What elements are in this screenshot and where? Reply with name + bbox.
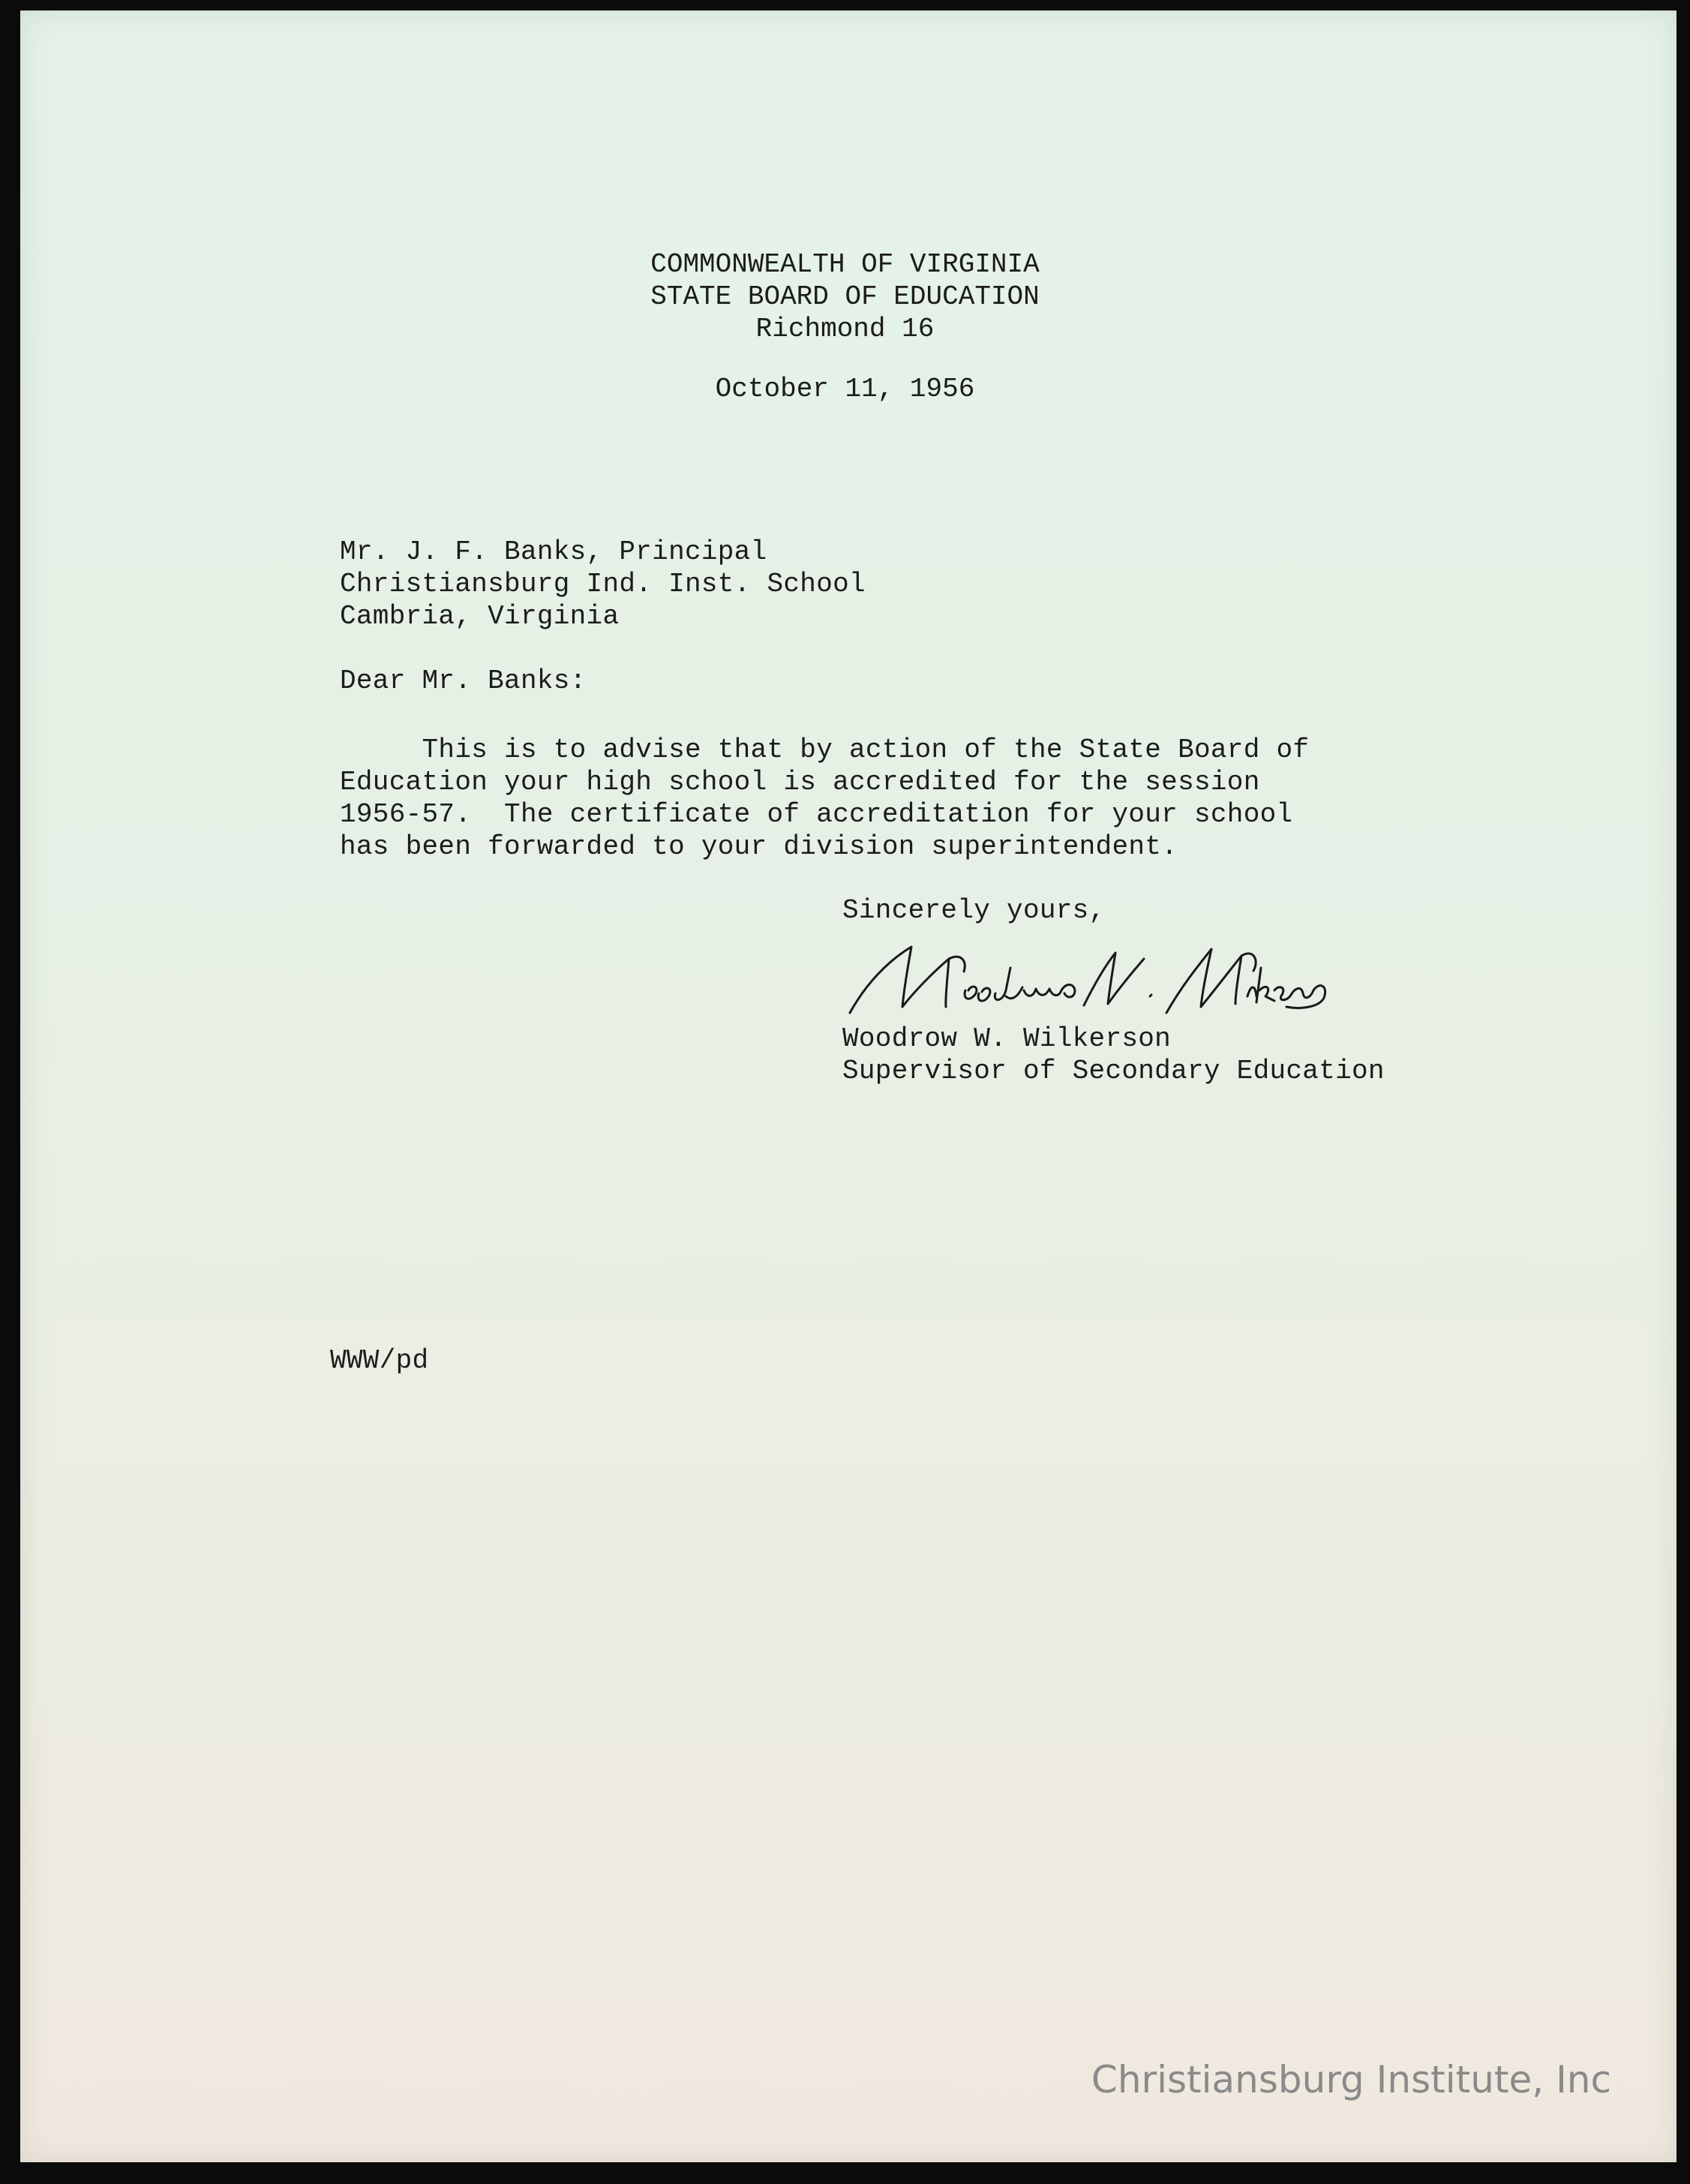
signer-name: Woodrow W. Wilkerson	[842, 1023, 1172, 1054]
closing: Sincerely yours,	[842, 895, 1106, 926]
body-line-3: 1956-57. The certificate of accreditation for your school	[340, 799, 1293, 830]
recipient-line-1: Mr. J. F. Banks, Principal	[340, 536, 767, 567]
recipient-line-2: Christiansburg Ind. Inst. School	[340, 569, 866, 599]
handwritten-signature	[836, 938, 1331, 1020]
recipient-line-3: Cambria, Virginia	[340, 601, 620, 632]
signature-text: Woodrow W. Wilkerson	[836, 1018, 851, 1020]
watermark-text: Christiansburg Institute, Inc	[1091, 2058, 1611, 2101]
letterhead-line-3: Richmond 16	[755, 314, 935, 344]
letterhead-line-1: COMMONWEALTH OF VIRGINIA	[650, 249, 1040, 280]
salutation: Dear Mr. Banks:	[340, 665, 587, 696]
signer-title: Supervisor of Secondary Education	[842, 1056, 1385, 1086]
letter-date: October 11, 1956	[715, 374, 975, 404]
body-line-1: This is to advise that by action of the State Board of	[340, 735, 1310, 765]
body-line-4: has been forwarded to your division superintendent.	[340, 831, 1178, 862]
letterhead-line-2: STATE BOARD OF EDUCATION	[650, 281, 1040, 312]
body-line-2: Education your high school is accredited for the session	[340, 767, 1260, 798]
reference-initials: WWW/pd	[330, 1345, 429, 1376]
